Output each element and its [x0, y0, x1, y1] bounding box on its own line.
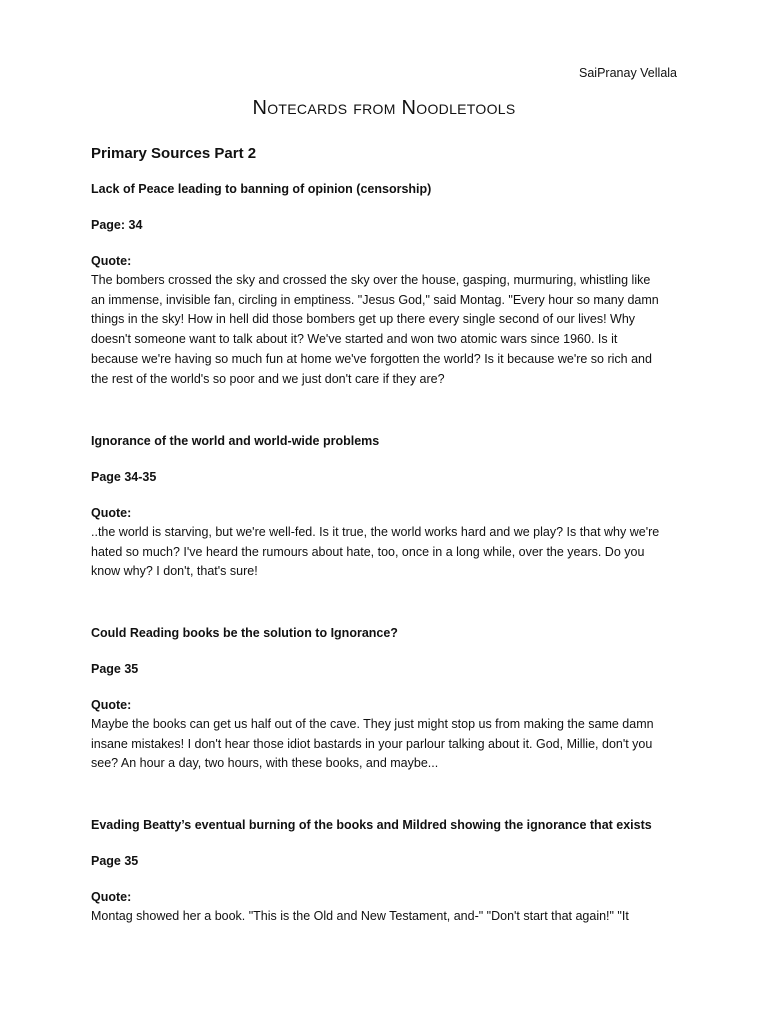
notecard-page: Page: 34	[91, 218, 143, 232]
notecard-heading: Lack of Peace leading to banning of opinion (censorship)	[91, 182, 432, 196]
notecard-quote: Montag showed her a book. "This is the Old and New Testament, and-" "Don't start that again!" "It	[91, 909, 629, 923]
notecard-quote: ..the world is starving, but we're well-fed. Is it true, the world works hard and we play? Is that why we're hated so much? I've heard the rumours about hate, too, once in a long while, over the years. Do you know why? I don't, that's sure!	[91, 525, 660, 579]
notecard-heading: Ignorance of the world and world-wide problems	[91, 434, 380, 448]
notecard-quote-label: Quote:	[91, 506, 132, 520]
document-title: Notecards from Noodletools	[252, 97, 516, 119]
notecard	[91, 181, 691, 389]
notecard-quote: The bombers crossed the sky and crossed the sky over the house, gasping, murmuring, whistling like an immense, invisible fan, circling in emptiness. "Jesus God," said Montag. "Every hour so many damn things in the sky! How in hell did those bombers get up there every single second of our lives! Why doesn't someone want to talk about it? We've started and won two atomic wars since 1960. Is it because we're having so much fun at home we've forgotten the world? Is it because we're so rich and the rest of the world's so poor and we just don't care if they are?	[91, 273, 659, 386]
notecard-quote-label: Quote:	[91, 254, 132, 268]
author-name: SaiPranay Vellala	[579, 66, 677, 80]
notecard	[91, 625, 691, 774]
notecard	[91, 433, 691, 582]
notecard-page: Page 35	[91, 854, 139, 868]
notecard	[91, 817, 691, 927]
notecard-quote-label: Quote:	[91, 698, 132, 712]
notecard-quote-label: Quote:	[91, 890, 132, 904]
notecard-page: Page 34-35	[91, 470, 157, 484]
notecard-quote: Maybe the books can get us half out of the cave. They just might stop us from making the same damn insane mistakes! I don't hear those idiot bastards in your parlour talking about it. God, Millie, don't you see? An hour a day, two hours, with these books, and maybe...	[91, 717, 654, 771]
notecard-heading: Evading Beatty’s eventual burning of the books and Mildred showing the ignorance that exists	[91, 818, 652, 832]
notecard-heading: Could Reading books be the solution to Ignorance?	[91, 626, 398, 640]
notecard-page: Page 35	[91, 662, 139, 676]
section-title: Primary Sources Part 2	[91, 145, 257, 162]
